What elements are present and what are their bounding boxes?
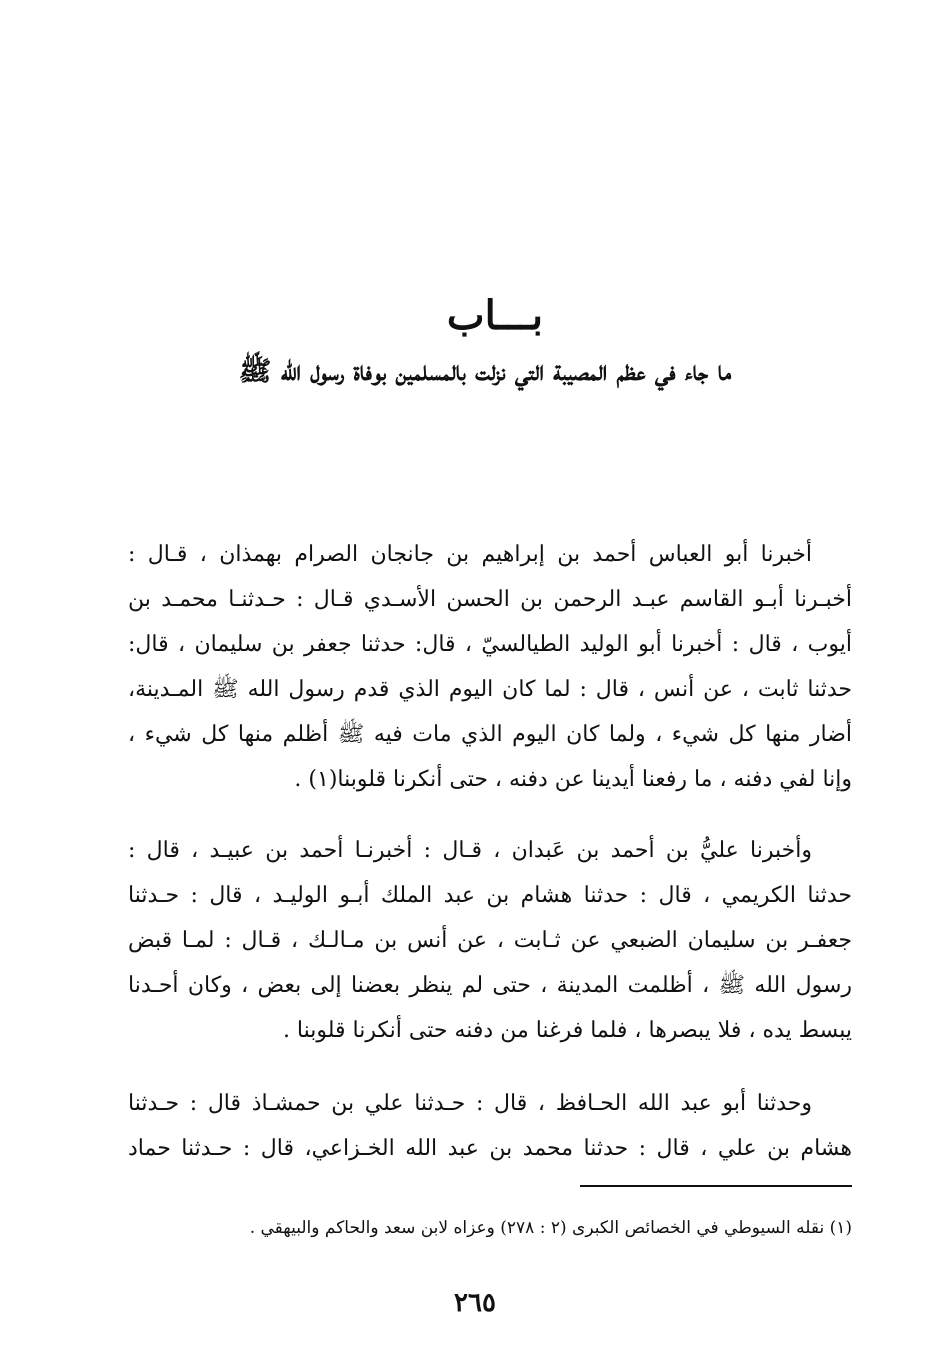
text-line: يبسط يده ، فلا يبصرها ، فلما فرغنا من دفنه حتى أنكرنا قلوبنا . [282,1018,852,1043]
text-line: وإنا لفي دفنه ، ما رفعنا أيدينا عن دفنه ، حتى أنكرنا قلوبنا(١) . [294,767,852,792]
page-number: ٢٦٥ [454,1288,496,1318]
text-line: أضار منها كل شيء ، ولما كان اليوم الذي مات فيه ﷺ أظلم منها كل شيء ، [128,722,852,747]
text-line: أخبـرنا أبـو القاسم عبـد الرحمن بن الحسن الأسـدي قـال : حـدثنـا محمـد بن [128,587,852,612]
text-line: حدثنا الكريمي ، قال : حدثنا هشام بن عبد الملك أبـو الوليـد ، قال : حـدثنا [128,883,852,908]
text-line: جعفـر بن سليمان الضبعي عن ثـابت ، عن أنس بن مـالـك ، قـال : لمـا قبض [128,928,852,953]
text-line: وأخبرنا عليُّ بن أحمد بن عَبدان ، قـال : أخبرنـا أحمد بن عبيـد ، قال : [128,838,812,863]
text-line: هشام بن علي ، قال : حدثنا محمد بن عبد الله الخـزاعي، قال : حـدثنا حماد [128,1136,852,1161]
footnote: (١) نقله السيوطي في الخصائص الكبرى (٢ : ٢٧٨) وعزاه لابن سعد والحاكم والبيهقي . [249,1218,852,1238]
paragraph-2 [128,828,852,1053]
text-line: أيوب ، قال : أخبرنا أبو الوليد الطيالسيّ ، قال: حدثنا جعفر بن سليمان ، قال: [128,632,852,657]
text-line: وحدثنا أبو عبد الله الحـافظ ، قال : حـدثنا علي بن حمشـاذ قال : حـدثنا [128,1091,812,1116]
text-line: حدثنا ثابت ، عن أنس ، قال : لما كان اليوم الذي قدم رسول الله ﷺ المـدينة، [128,677,852,702]
paragraph-1 [128,532,852,802]
text-line: أخبرنا أبو العباس أحمد بن إبراهيم بن جانجان الصرام بهمذان ، قـال : [128,542,812,567]
chapter-heading: بـــاب [446,292,544,339]
text-line: رسول الله ﷺ ، أظلمت المدينة ، حتى لم ينظر بعضنا إلى بعض ، وكان أحـدنا [128,973,852,998]
footnote-divider [580,1185,852,1187]
paragraph-3 [128,1081,852,1171]
chapter-title: ما جاء في عظم المصيبة التي نزلت بالمسلمين بوفاة رسول الله ﷺ [238,356,732,387]
